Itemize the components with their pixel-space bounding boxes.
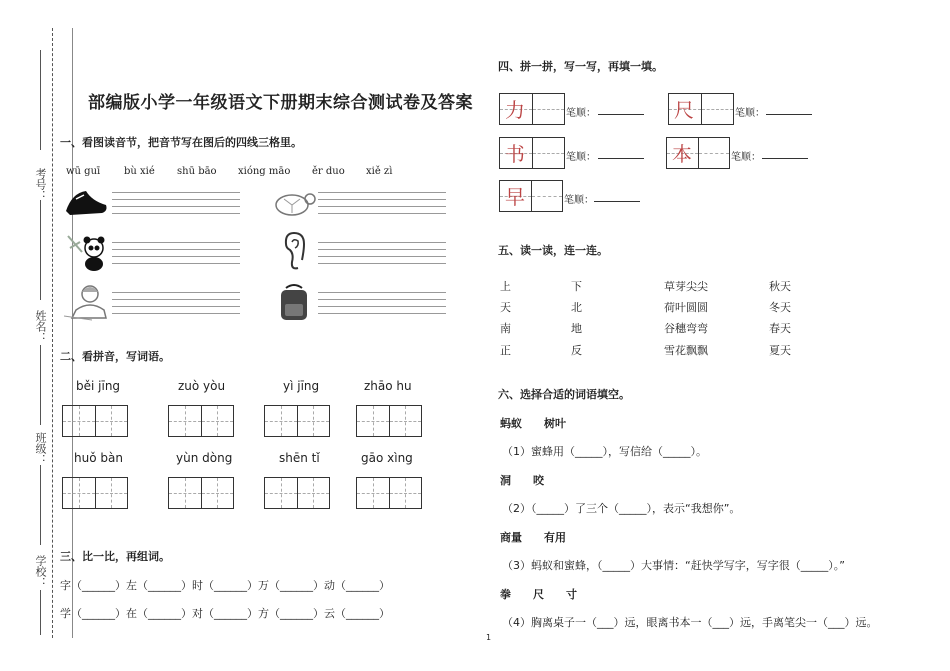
schoolbag-icon: [276, 282, 312, 324]
write-grid[interactable]: [62, 405, 128, 437]
exam-no-label: 考号：: [34, 168, 47, 201]
pinyin-1: wū guī: [66, 166, 101, 177]
pinyin-yundong: yùn dòng: [176, 451, 233, 465]
match-item: 冬天: [769, 301, 791, 314]
stroke-answer-line[interactable]: [762, 158, 808, 159]
section-4-heading: 四、拼一拼，写一写，再填一填。: [498, 60, 663, 73]
side-line-3: [40, 345, 41, 425]
match-item: 草芽尖尖: [664, 280, 708, 293]
match-item: 地: [571, 322, 582, 335]
pinyin-gaoxing: gāo xìng: [361, 451, 413, 465]
pinyin-zuoyou: zuò yòu: [178, 379, 226, 393]
write-grid[interactable]: [62, 477, 128, 509]
match-item: 秋天: [769, 280, 791, 293]
page-title: 部编版小学一年级语文下册期末综合测试卷及答案: [88, 93, 473, 113]
section-1-heading: 一、看图读音节，把音节写在图后的四线三格里。: [60, 136, 302, 149]
pinyin-6: xiě zì: [366, 166, 393, 177]
stroke-label-3: 笔顺：: [566, 152, 596, 163]
match-item: 雪花飘飘: [664, 344, 708, 357]
ear-icon: [282, 230, 308, 272]
match-item: 上: [500, 280, 511, 293]
side-line-5: [40, 590, 41, 635]
compare-row-2: 学（______）在（______）对（______）方（______）云（______）: [60, 607, 390, 620]
writing-lines-4: [318, 242, 446, 264]
writing-lines-2: [318, 192, 446, 214]
question-3: （3）蚂蚁和蜜蜂，（_____）大事情：“赶快学写字，写字很（_____）。”: [502, 559, 845, 572]
write-grid[interactable]: [168, 405, 234, 437]
write-grid[interactable]: [264, 477, 330, 509]
match-item: 荷叶圆圆: [664, 301, 708, 314]
char-chi: 尺: [674, 97, 694, 122]
turtle-icon: [270, 185, 318, 219]
write-grid[interactable]: [356, 405, 422, 437]
write-grid[interactable]: [356, 477, 422, 509]
match-item: 下: [571, 280, 582, 293]
section-3-heading: 三、比一比，再组词。: [60, 550, 170, 563]
match-item: 南: [500, 322, 511, 335]
question-1: （1）蜜蜂用（_____），写信给（_____）。: [502, 445, 707, 458]
stroke-answer-line[interactable]: [598, 114, 644, 115]
pinyin-4: xióng māo: [238, 166, 291, 177]
stroke-answer-line[interactable]: [766, 114, 812, 115]
char-li: 力: [505, 97, 525, 122]
binding-dashed-line: [52, 28, 53, 638]
school-label: 学校：: [34, 555, 47, 588]
stroke-label-2: 笔顺：: [735, 108, 765, 119]
section-6-heading: 六、选择合适的词语填空。: [498, 388, 630, 401]
side-line-1: [40, 50, 41, 150]
binding-dashed-line-2: [72, 28, 73, 638]
writing-lines-5: [112, 292, 240, 314]
char-zao: 早: [505, 184, 525, 209]
pinyin-2: bù xié: [124, 166, 155, 177]
page-number: 1: [486, 633, 492, 642]
writing-lines-1: [112, 192, 240, 214]
match-item: 天: [500, 301, 511, 314]
pinyin-yijing: yì jīng: [283, 379, 320, 393]
stroke-answer-line[interactable]: [594, 201, 640, 202]
section-5-heading: 五、读一读，连一连。: [498, 244, 608, 257]
section-2-heading: 二、看拼音，写词语。: [60, 350, 170, 363]
pinyin-3: shū bāo: [177, 166, 217, 177]
shoes-icon: [62, 185, 110, 219]
word-choices-1: 蚂蚁 树叶: [500, 417, 566, 430]
side-line-2: [40, 200, 41, 300]
pinyin-5: ěr duo: [312, 166, 345, 177]
compare-row-1: 字（______）左（______）时（______）万（______）动（______）: [60, 579, 390, 592]
child-writing-icon: [62, 282, 112, 322]
pinyin-huoban: huǒ bàn: [74, 451, 123, 465]
stroke-label-4: 笔顺：: [731, 152, 761, 163]
question-2: （2）（_____）了三个（_____），表示“我想你”。: [502, 502, 741, 515]
name-label: 姓名：: [34, 310, 47, 343]
pinyin-zhaohu: zhāo hu: [364, 379, 412, 393]
word-choices-2: 洞 咬: [500, 474, 544, 487]
char-ben: 本: [672, 141, 692, 166]
match-item: 正: [500, 344, 511, 357]
write-grid[interactable]: [168, 477, 234, 509]
question-4: （4）胸离桌子一（___）远，眼离书本一（___）远，手离笔尖一（___）远。: [502, 616, 878, 629]
writing-lines-6: [318, 292, 446, 314]
match-item: 春天: [769, 322, 791, 335]
pinyin-beijing: běi jīng: [76, 379, 121, 393]
word-choices-4: 拳 尺 寸: [500, 588, 577, 601]
match-item: 谷穗弯弯: [664, 322, 708, 335]
match-item: 反: [571, 344, 582, 357]
pinyin-shenti: shēn tǐ: [279, 451, 320, 465]
class-label: 班级：: [34, 432, 47, 465]
write-grid[interactable]: [264, 405, 330, 437]
char-shu: 书: [505, 141, 525, 166]
writing-lines-3: [112, 242, 240, 264]
panda-icon: [66, 232, 110, 272]
match-item: 北: [571, 301, 582, 314]
side-line-4: [40, 465, 41, 545]
word-choices-3: 商量 有用: [500, 531, 566, 544]
stroke-answer-line[interactable]: [598, 158, 644, 159]
stroke-label-1: 笔顺：: [566, 108, 596, 119]
stroke-label-5: 笔顺：: [564, 195, 594, 206]
match-item: 夏天: [769, 344, 791, 357]
